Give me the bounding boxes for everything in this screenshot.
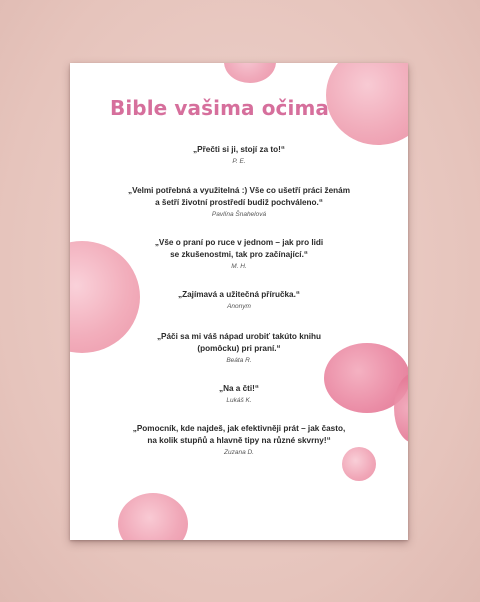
testimonial-text — [70, 237, 408, 261]
testimonial-line: „Přečti si ji, stojí za to!“ — [193, 145, 285, 154]
testimonial-author: Anonym — [227, 303, 251, 310]
watercolor-dot — [326, 63, 408, 145]
testimonial-text — [70, 289, 408, 301]
testimonial-line: na kolik stupňů a hlavně tipy na různé skvrny!“ — [147, 436, 331, 445]
testimonial-line: „Pomocník, kde najdeš, jak efektivněji prát – jak často, — [132, 424, 346, 433]
flyer-page — [70, 63, 408, 540]
testimonial-line: (pomôcku) pri praní.“ — [197, 344, 281, 353]
page-title: Bible vašima očima — [110, 96, 329, 120]
testimonial-text — [70, 423, 408, 447]
testimonial-line: „Zajímavá a užitečná příručka.“ — [178, 290, 300, 299]
testimonial — [70, 331, 408, 365]
testimonial-author: P. E. — [232, 158, 246, 165]
testimonial-text — [70, 185, 408, 209]
testimonial-author: M. H. — [231, 263, 247, 270]
testimonial-author: Lukáš K. — [226, 397, 252, 404]
watercolor-dot — [118, 493, 188, 540]
testimonial — [70, 383, 408, 405]
watercolor-dot — [224, 63, 276, 83]
testimonial-author: Pavlína Šnahelová — [211, 211, 267, 218]
testimonial-line: „Páči sa mi váš nápad urobiť takúto knihu — [156, 332, 322, 341]
testimonial-author: Zuzana D. — [224, 449, 254, 456]
testimonial-text — [70, 144, 408, 156]
testimonial — [70, 144, 408, 166]
testimonial-line: se zkušenostmi, tak pro začínající.“ — [170, 250, 308, 259]
testimonial-line: a šetří životní prostředí budiž pochváleno.“ — [155, 198, 323, 207]
testimonial-line: „Na a čti!“ — [218, 384, 260, 393]
testimonial — [70, 289, 408, 311]
testimonial-line: „Vše o praní po ruce v jednom – jak pro lidi — [154, 238, 324, 247]
testimonial-line: „Velmi potřebná a využitelná :) Vše co ušetří práci ženám — [127, 186, 351, 195]
testimonial-text — [70, 331, 408, 355]
testimonial-text — [70, 383, 408, 395]
testimonial — [70, 237, 408, 271]
testimonial — [70, 185, 408, 219]
testimonial — [70, 423, 408, 457]
testimonial-author: Beáta R. — [226, 357, 252, 364]
